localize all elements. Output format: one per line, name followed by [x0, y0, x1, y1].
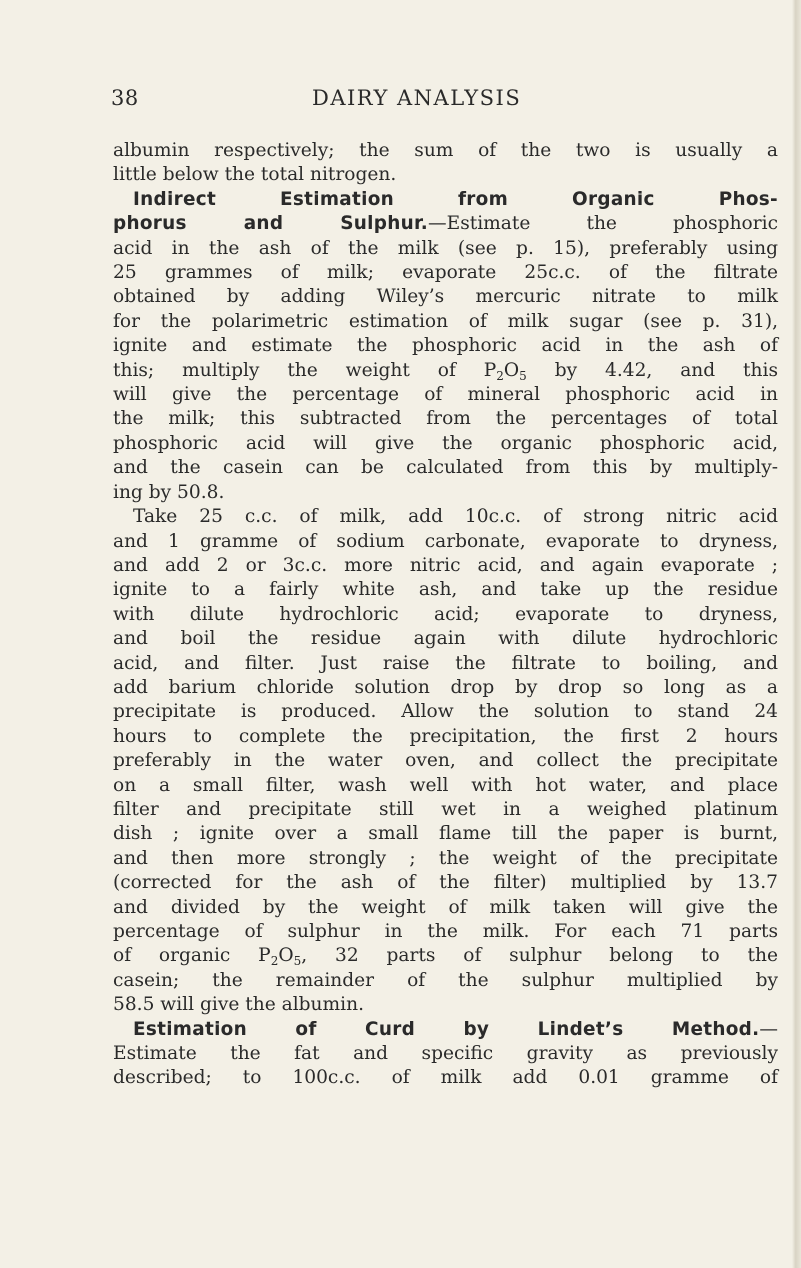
text-line: described; to 100c.c. of milk add 0.01 gramme of [113, 1067, 778, 1089]
text-line: casein; the remainder of the sulphur multiplied by [113, 969, 778, 991]
text-line: ing by 50.8. [113, 481, 225, 503]
subscript: 5 [519, 368, 527, 383]
text-line: and the casein can be calculated from this by multiply- [113, 457, 778, 479]
text-line: add barium chloride solution drop by drop so long as a [113, 676, 778, 698]
section-heading-continued: phorus and Sulphur. [113, 213, 429, 235]
text-line: Estimate the fat and specific gravity as previously [113, 1043, 778, 1065]
text-line: phosphoric acid will give the organic phosphoric acid, [113, 432, 778, 454]
text-line-formula [113, 944, 778, 968]
body-text [113, 139, 778, 1091]
text-run: , 32 parts of sulphur belong to the [301, 945, 778, 967]
text-line: (corrected for the ash of the filter) multiplied by 13.7 [113, 872, 778, 894]
section-heading-indirect-estimation: Indirect Estimation from Organic Phos- [133, 188, 778, 210]
text-line: acid, and filter. Just raise the filtrate to boiling, and [113, 652, 778, 674]
subscript: 5 [293, 954, 302, 969]
subscript: 2 [270, 954, 279, 969]
text-run: — [759, 1018, 778, 1040]
text-line: will give the percentage of mineral phosphoric acid in [113, 384, 778, 406]
text-line-formula [113, 359, 778, 383]
text-line: preferably in the water oven, and collect the precipitate [113, 750, 778, 772]
text-run: O [503, 359, 520, 381]
text-run: —Estimate the phosphoric [428, 213, 778, 235]
text-run: of organic P [113, 945, 271, 967]
text-line: and then more strongly ; the weight of the precipitate [113, 847, 778, 869]
text-line: little below the total nitrogen. [113, 164, 397, 186]
text-line [113, 1018, 778, 1042]
text-run: this; multiply the weight of P [113, 359, 497, 381]
text-line: for the polarimetric estimation of milk sugar (see p. 31), [113, 310, 778, 332]
section-heading-curd-estimation: Estimation of Curd by Lindet’s Method. [133, 1018, 760, 1040]
text-line: the milk; this subtracted from the percentages of total [113, 408, 778, 430]
text-line: dish ; ignite over a small flame till the paper is burnt, [113, 823, 778, 845]
text-line [113, 212, 778, 236]
text-line: on a small filter, wash well with hot water, and place [113, 774, 778, 796]
text-line: obtained by adding Wiley’s mercuric nitrate to milk [113, 286, 778, 308]
text-line: Take 25 c.c. of milk, add 10c.c. of strong nitric acid [133, 506, 778, 528]
text-run: by 4.42, and this [526, 359, 778, 381]
text-line: hours to complete the precipitation, the first 2 hours [113, 725, 778, 747]
text-line: and divided by the weight of milk taken will give the [113, 896, 778, 918]
running-title: DAIRY ANALYSIS [312, 86, 522, 110]
text-line: albumin respectively; the sum of the two is usually a [113, 140, 778, 161]
text-line: precipitate is produced. Allow the solution to stand 24 [113, 701, 778, 723]
text-line: with dilute hydrochloric acid; evaporate to dryness, [113, 603, 778, 625]
text-line: 58.5 will give the albumin. [113, 994, 364, 1016]
text-line: ignite and estimate the phosphoric acid in the ash of [113, 335, 778, 357]
text-line: 25 grammes of milk; evaporate 25c.c. of the filtrate [113, 262, 778, 284]
page-edge-shadow [792, 0, 801, 1268]
text-line: acid in the ash of the milk (see p. 15), preferably using [113, 237, 778, 259]
text-line: and 1 gramme of sodium carbonate, evaporate to dryness, [113, 530, 778, 552]
text-line: and add 2 or 3c.c. more nitric acid, and again evaporate ; [113, 554, 778, 576]
text-line: and boil the residue again with dilute hydrochloric [113, 628, 778, 650]
text-run: O [278, 945, 294, 967]
page-header [0, 86, 801, 118]
text-line: ignite to a fairly white ash, and take up the residue [113, 579, 778, 601]
text-line: percentage of sulphur in the milk. For each 71 parts [113, 921, 778, 942]
text-line: filter and precipitate still wet in a weighed platinum [113, 798, 778, 820]
page-number: 38 [111, 86, 139, 110]
subscript: 2 [496, 368, 504, 383]
